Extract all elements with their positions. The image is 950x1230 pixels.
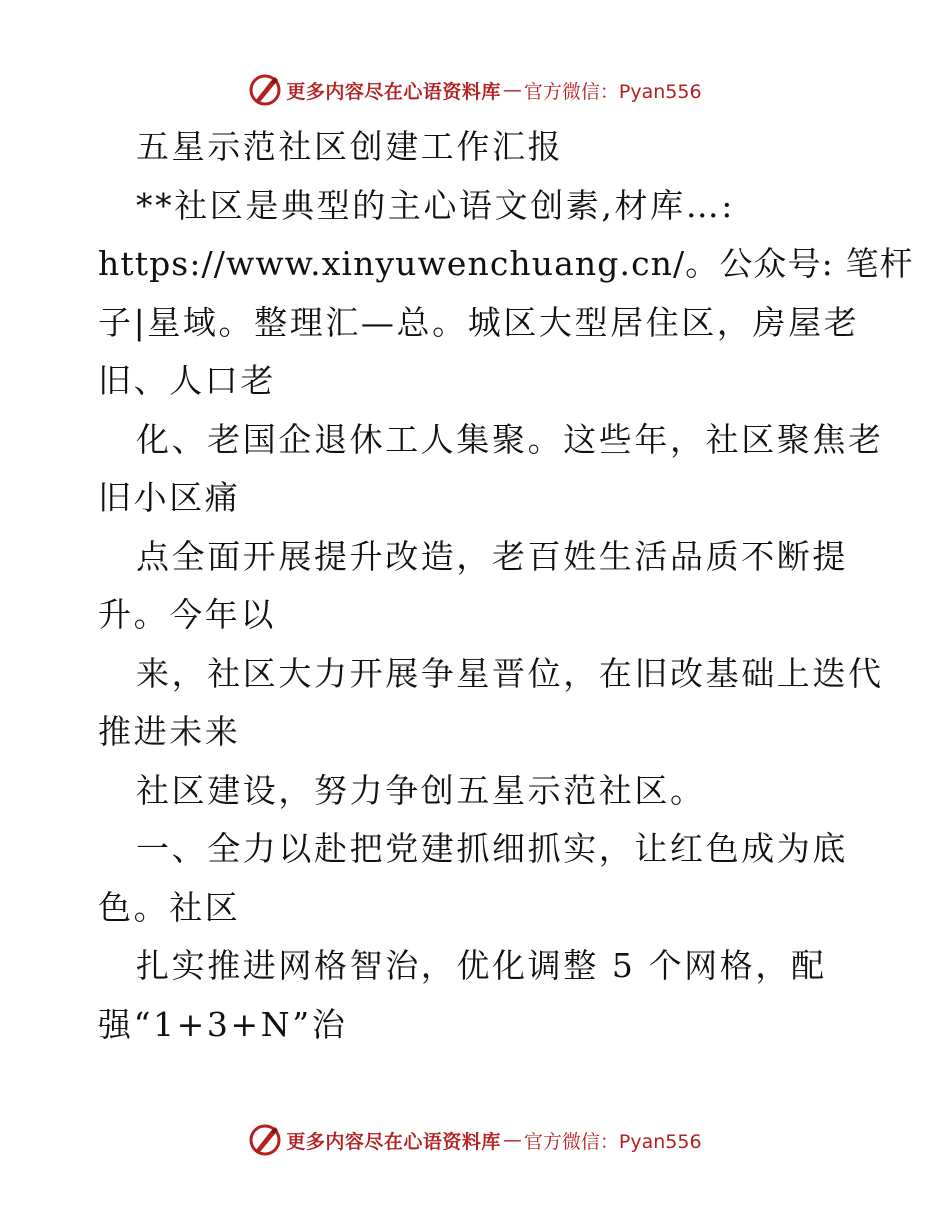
text-line: 旧小区痛 (98, 478, 241, 517)
header-banner (0, 70, 950, 110)
text-line: 化、老国企退休工人集聚。这些年，社区聚焦老 (136, 419, 884, 459)
text-line: 推进未来 (98, 712, 241, 751)
text-line: https://www.xinyuwenchuang.cn/。公众号: 笔杆 (98, 244, 914, 283)
document-body (98, 118, 914, 1054)
quill-logo-icon (248, 1123, 282, 1157)
text-line: 强“1+3+N”治 (98, 1004, 348, 1044)
footer-separator: — (502, 1129, 522, 1151)
header-separator: — (502, 79, 522, 101)
header-wechat: 官方微信：Pyan556 (523, 80, 702, 103)
quill-logo-icon (248, 73, 282, 107)
footer-brand: 更多内容尽在心语资料库 (286, 1130, 501, 1153)
text-line: 社区建设，努力争创五星示范社区。 (136, 770, 706, 810)
footer-wechat: 官方微信：Pyan556 (523, 1130, 702, 1153)
document-title: 五星示范社区创建工作汇报 (136, 127, 564, 166)
text-line: 色。社区 (98, 887, 241, 927)
text-line: 扎实推进网格智治，优化调整 5 个网格，配 (136, 946, 827, 985)
footer-banner (0, 1120, 950, 1160)
header-brand: 更多内容尽在心语资料库 (286, 80, 501, 103)
text-line: **社区是典型的主心语文创素,材库…: (136, 185, 736, 225)
text-line: 升。今年以 (98, 595, 276, 634)
text-line: 来，社区大力开展争星晋位，在旧改基础上迭代 (136, 653, 884, 693)
text-line: 旧、人口老 (98, 361, 276, 400)
text-line: 点全面开展提升改造，老百姓生活品质不断提 (136, 536, 848, 576)
section-heading: 一、全力以赴把党建抓细抓实，让红色成为底 (136, 829, 848, 868)
text-line: 子|星域。整理汇—总。城区大型居住区，房屋老 (98, 302, 860, 342)
